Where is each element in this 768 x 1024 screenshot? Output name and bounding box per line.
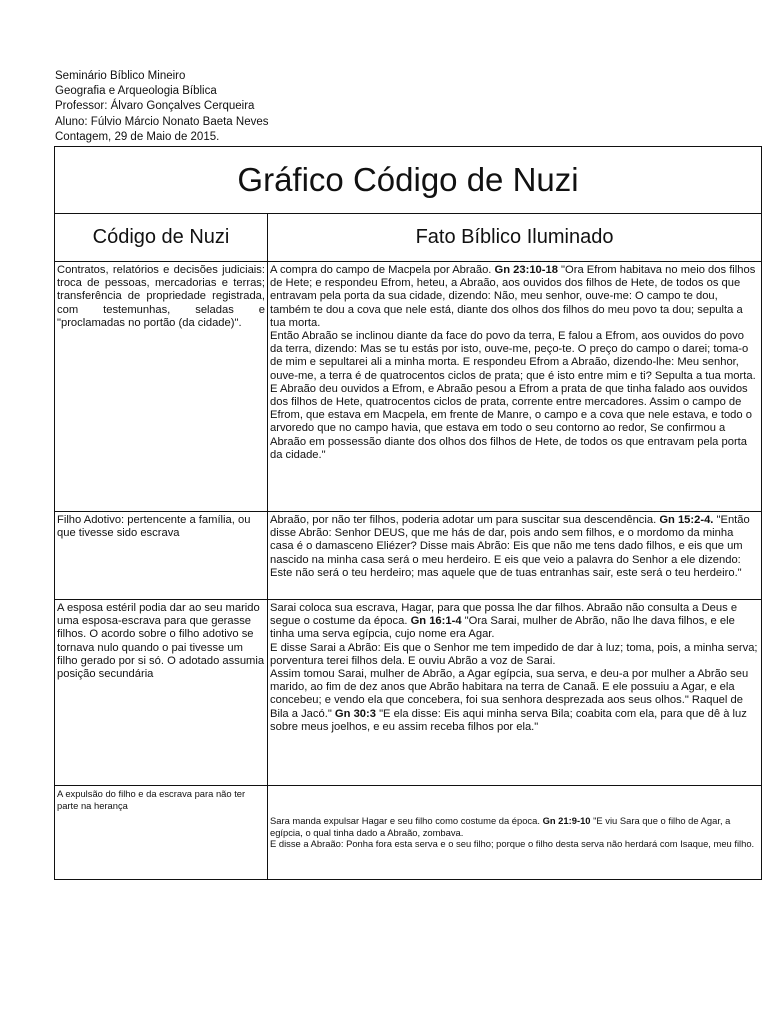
fact-cell [268,600,762,786]
header-line-course: Geografia e Arqueologia Bíblica [55,85,217,98]
scripture-reference: Gn 16:1-4 [410,615,462,628]
header-line-student: Aluno: Fúlvio Márcio Nonato Baeta Neves [55,115,269,128]
code-cell: Contratos, relatórios e decisões judiciais: troca de pessoas, mercadorias e terras; transferência de propriedade registrada, com testemunhas, seladas e "proclamadas no portão (da cidade)". [55,262,268,512]
header-line-institution: Seminário Bíblico Mineiro [55,70,186,82]
scripture-reference: Gn 30:3 [334,707,376,720]
table-title: Gráfico Código de Nuzi [55,147,762,214]
scripture-reference: Gn 23:10-18 [494,264,558,276]
column-header-row [55,214,762,262]
fact-paragraph: E Abraão deu ouvidos a Efrom, e Abraão pesou a Efrom a prata de que tinha falado aos ouvidos dos filhos de Hete, quatrocentos ciclos de prata, corrente entre mercadores. Assim o campo de Efrom, que estava em Macpela, em frente de Manre, o campo e a cova que nele estava, e todo o arvoredo que no campo havia, que estava em todo o seu contorno ao redor, Se confirmou a Abraão em possessão diante dos olhos dos filhos de Hete, de todos os que entravam pela porta da cidade." [270,382,752,461]
column-header-code: Código de Nuzi [55,214,268,262]
fact-cell [268,512,762,600]
code-cell: Filho Adotivo: pertencente a família, ou que tivesse sido escrava [55,512,268,600]
fact-paragraph: Abraão, por não ter filhos, poderia adotar um para suscitar sua descendência. Gn 15:2-4. "Então disse Abrão: Senhor DEUS, que me hás de dar, pois ando sem filhos, e o mordomo da minha casa é o damasceno Eliézer? Disse mais Abrão: Eis que não me tens dado filhos, e eis que um nascido na minha casa será o meu herdeiro. E eis que veio a palavra do Senhor a ele dizendo: Este não será o teu herdeiro; mas aquele que de tuas entranhas sair, este será o teu herdeiro." [270,514,750,579]
scripture-reference: Gn 21:9-10 [542,815,591,826]
scripture-reference: Gn 15:2-4. [659,514,714,526]
fact-cell [268,262,762,512]
table-row [55,786,762,880]
document-header [55,69,269,145]
fact-paragraph: Assim tomou Sarai, mulher de Abrão, a Agar egípcia, sua serva, e deu-a por mulher a Abrão seu marido, ao fim de dez anos que Abrão habitara na terra de Canaã. E ele possuiu a Agar, e ela concebeu; e vendo ela que concebera, foi sua senhora desprezada aos seus olhos." Raquel de Bila a Jacó." Gn 30:3 "E ela disse: Eis aqui minha serva Bila; coabita com ela, para que dê à luz sobre meus joelhos, e eu assim receba filhos por ela." [270,668,749,733]
fact-paragraph: E disse a Abraão: Ponha fora esta serva e o seu filho; porque o filho desta serva não herdará com Isaque, meu filho. [270,838,755,850]
table-row [55,512,762,600]
code-cell: A esposa estéril podia dar ao seu marido uma esposa-escrava para que gerasse filhos. O acordo sobre o filho adotivo se tornava nulo quando o pai tivesse um filho gerado por si só. O adotado assumia posição secundária [55,600,268,786]
fact-paragraph: E disse Sarai a Abrão: Eis que o Senhor me tem impedido de dar à luz; toma, pois, a minha serva; porventura terei filhos dela. E ouviu Abrão a voz de Sarai. [270,641,758,667]
column-header-fact: Fato Bíblico Iluminado [268,214,762,262]
header-line-date: Contagem, 29 de Maio de 2015. [55,130,220,143]
fact-cell [268,786,762,880]
fact-paragraph: A compra do campo de Macpela por Abraão. Gn 23:10-18 "Ora Efrom habitava no meio dos filhos de Hete; e respondeu Efrom, heteu, a Abraão, aos ouvidos dos filhos de Hete, de todos os que entravam pela porta da sua cidade, dizendo: Não, meu senhor, ouve-me: O campo te dou, também te dou a cova que nele está, diante dos olhos dos filhos do meu povo ta dou; sepulta a tua morta. [270,264,756,329]
nuzi-table [54,146,762,880]
fact-paragraph: Sara manda expulsar Hagar e seu filho como costume da época. Gn 21:9-10 "E viu Sara que o filho de Agar, a egípcia, o qual tinha dado a Abraão, zombava. [270,815,731,838]
fact-paragraph: Sarai coloca sua escrava, Hagar, para que possa lhe dar filhos. Abraão não consulta a Deus e segue o costume da época. Gn 16:1-4 "Ora Sarai, mulher de Abrão, não lhe dava filhos, e ele tinha uma serva egípcia, cujo nome era Agar. [270,602,738,641]
table-row [55,262,762,512]
title-row [55,147,762,214]
table-row [55,600,762,786]
header-line-professor: Professor: Álvaro Gonçalves Cerqueira [55,100,255,113]
code-cell: A expulsão do filho e da escrava para não ter parte na herança [55,786,268,880]
fact-paragraph: Então Abraão se inclinou diante da face do povo da terra, E falou a Efrom, aos ouvidos do povo da terra, dizendo: Mas se tu estás por isto, ouve-me, peço-te. O preço do campo o darei; toma-o de mim e sepultarei ali a minha morta. E respondeu Efrom a Abraão, dizendo-lhe: Meu senhor, ouve-me, a terra é de quatrocentos ciclos de prata; que é isto entre mim e ti? Sepulta a tua morta. [270,330,756,382]
